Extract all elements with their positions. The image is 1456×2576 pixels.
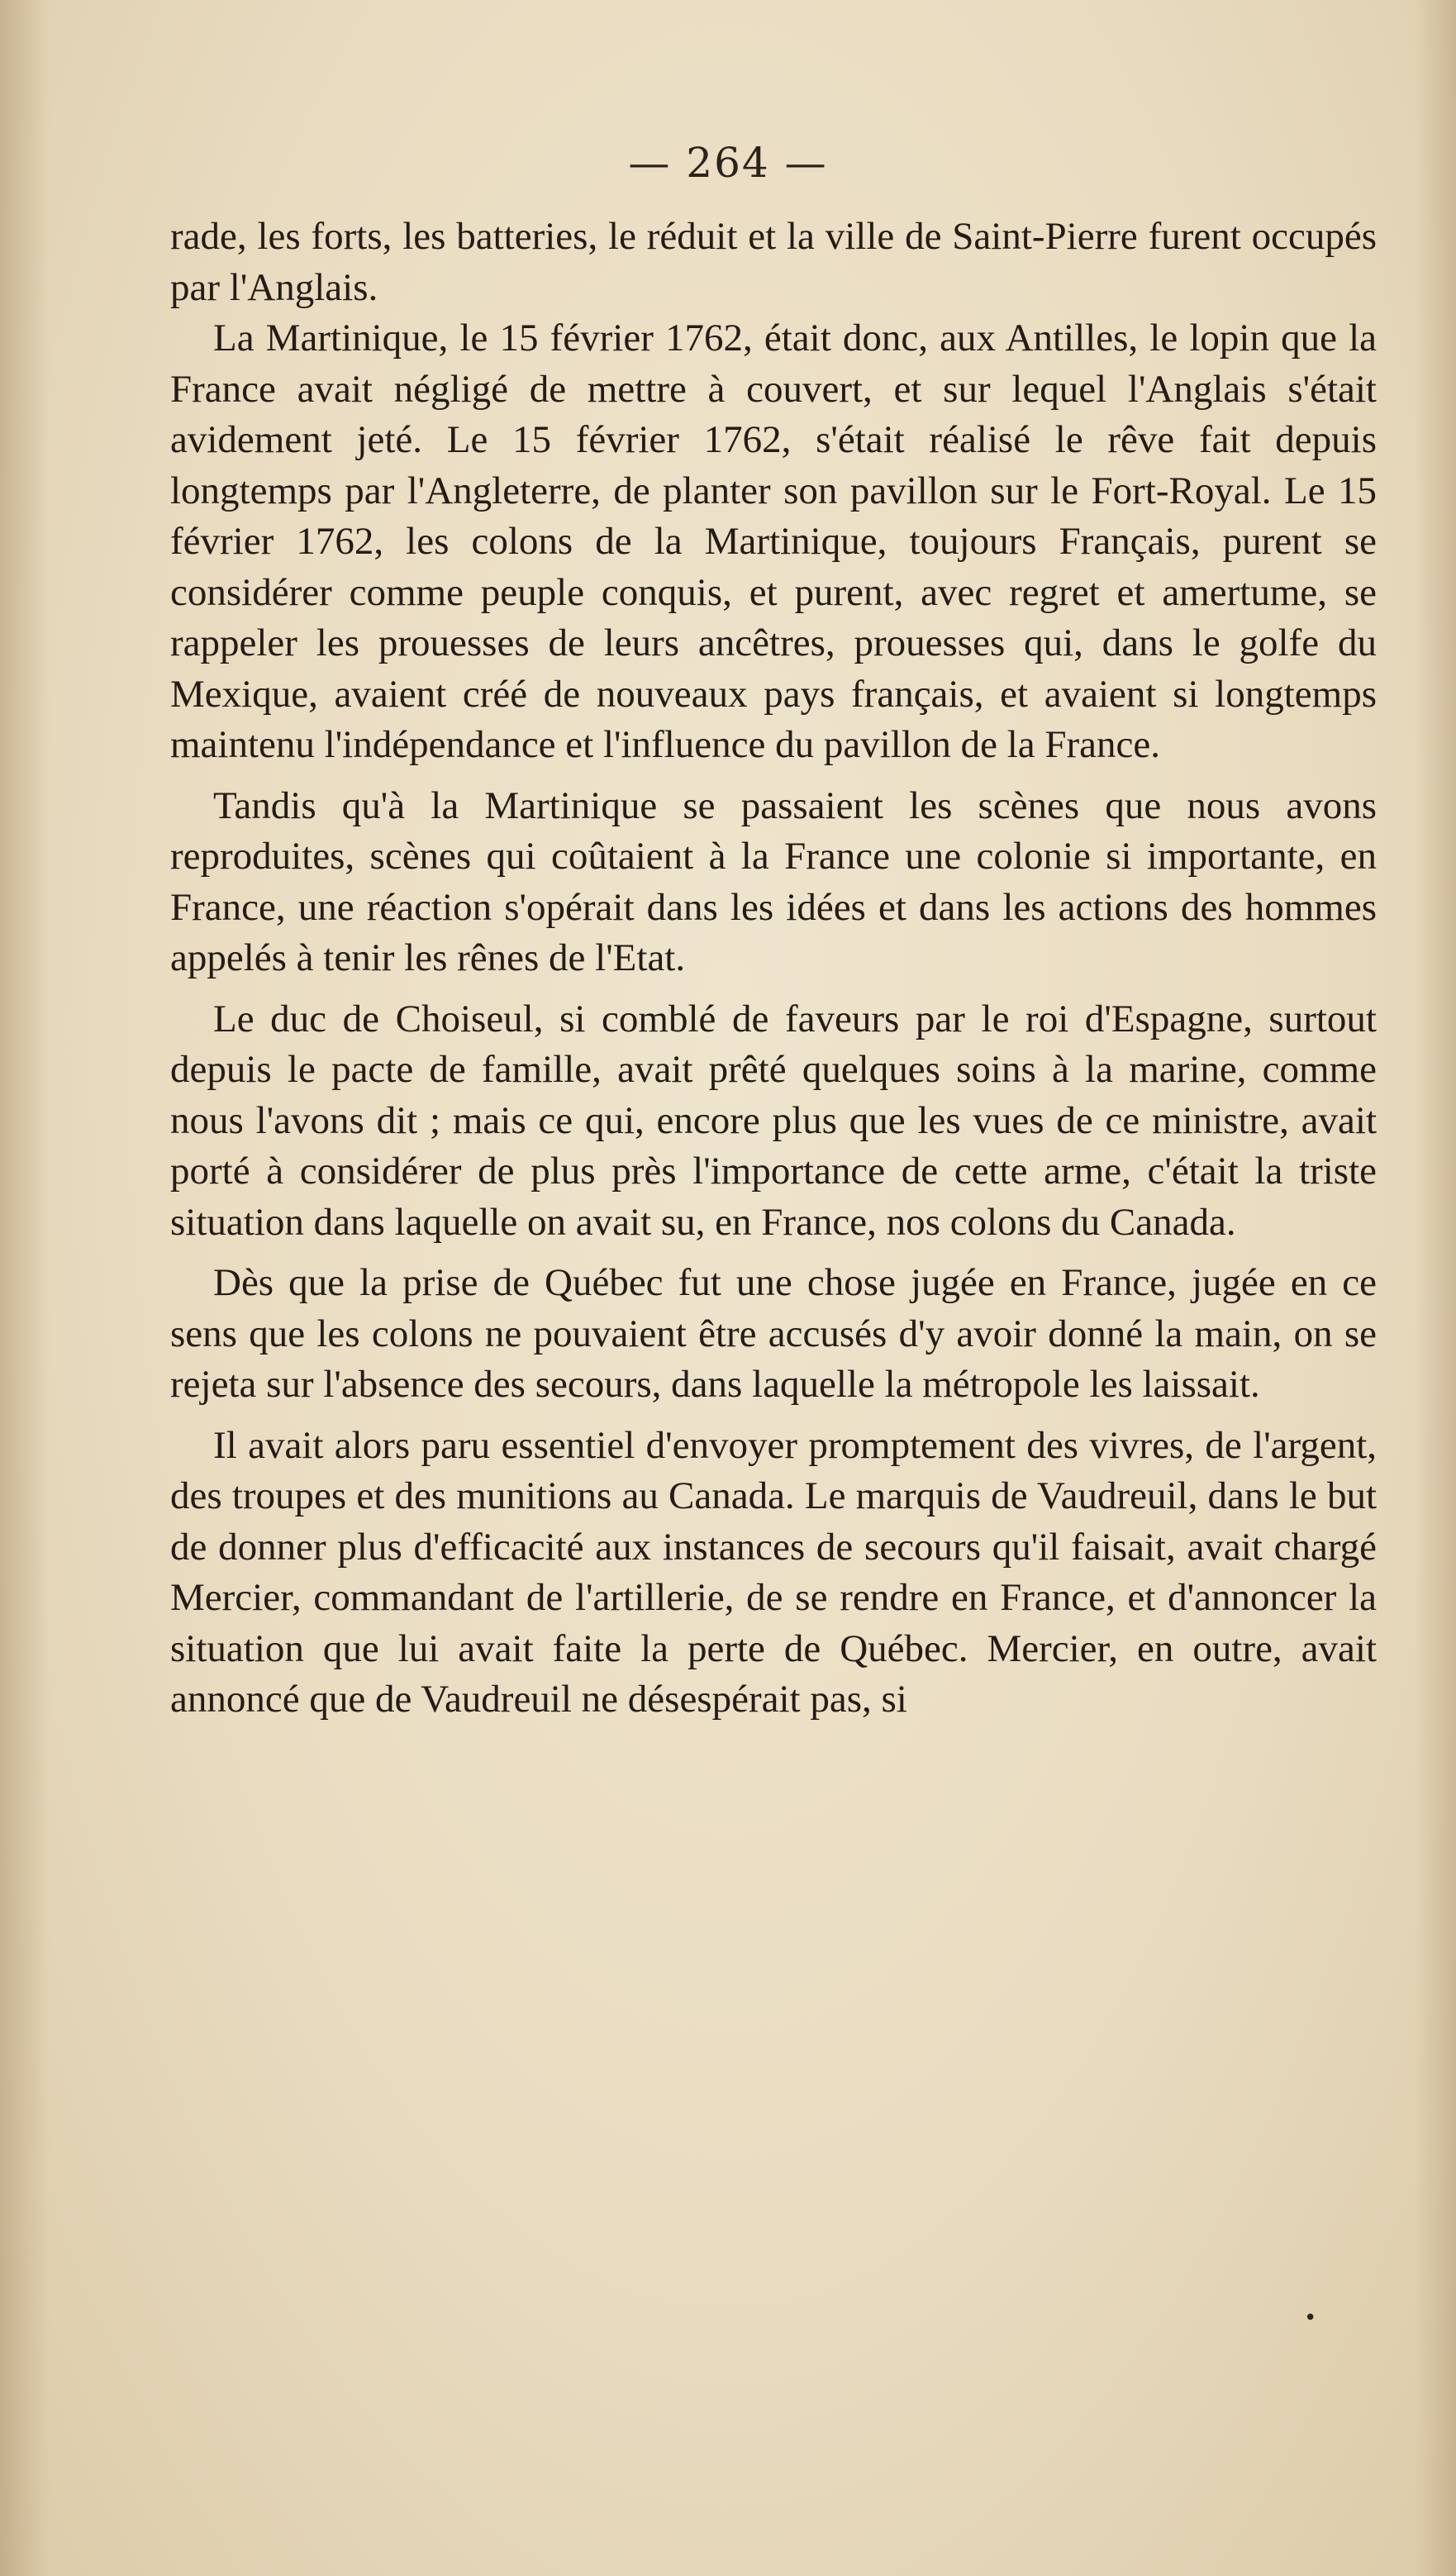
paragraph-1: rade, les forts, les batteries, le réduit et la ville de Saint-Pierre furent occupés par l'Anglais. <box>170 215 1377 309</box>
paragraph-4: Le duc de Choiseul, si comblé de faveurs par le roi d'Espagne, surtout depuis le pacte de famille, avait prêté quelques soins à la marine, comme nous l'avons dit ; mais ce qui, encore plus que les vues de ce ministre, avait porté à considérer de plus près l'importance de cette arme, c'était la triste situation dans laquelle on avait su, en France, nos colons du Canada. <box>170 997 1377 1244</box>
page-number: — 264 — <box>628 139 828 187</box>
paragraph-5: Dès que la prise de Québec fut une chose jugée en France, jugée en ce sens que les colons ne pouvaient être accusés d'y avoir donné la main, on se rejeta sur l'absence des secours, dans laquelle la métropole les laissait. <box>170 1261 1377 1406</box>
paragraph-3: Tandis qu'à la Martinique se passaient les scènes que nous avons reproduites, scènes qui coûtaient à la France une colonie si importante, en France, une réaction s'opérait dans les idées et dans les actions des hommes appelés à tenir les rênes de l'Etat. <box>170 783 1377 979</box>
paragraph-6: Il avait alors paru essentiel d'envoyer promptement des vivres, de l'argent, des troupes et des munitions au Canada. Le marquis de Vaudreuil, dans le but de donner plus d'efficacité aux instances de secours qu'il faisait, avait chargé Mercier, commandant de l'artillerie, de se rendre en France, et d'annoncer la situation que lui avait faite la perte de Québec. Mercier, en outre, avait annoncé que de Vaudreuil ne désespérait pas, si <box>170 1423 1377 1721</box>
paragraph-2: La Martinique, le 15 février 1762, était donc, aux Antilles, le lopin que la France avait négligé de mettre à couvert, et sur lequel l'Anglais s'était avidement jeté. Le 15 février 1762, s'était réalisé le rêve fait depuis longtemps par l'Angleterre, de planter son pavillon sur le Fort-Royal. Le 15 février 1762, les colons de la Martinique, toujours Français, purent se considérer comme peuple conquis, et purent, avec regret et amertume, se rappeler les prouesses de leurs ancêtres, prouesses qui, dans le golfe du Mexique, avaient créé de nouveaux pays français, et avaient si longtemps maintenu l'indépendance et l'influence du pavillon de la France. <box>170 317 1377 766</box>
printer-mark: • <box>1304 2306 1317 2331</box>
page-text <box>170 212 1377 1726</box>
